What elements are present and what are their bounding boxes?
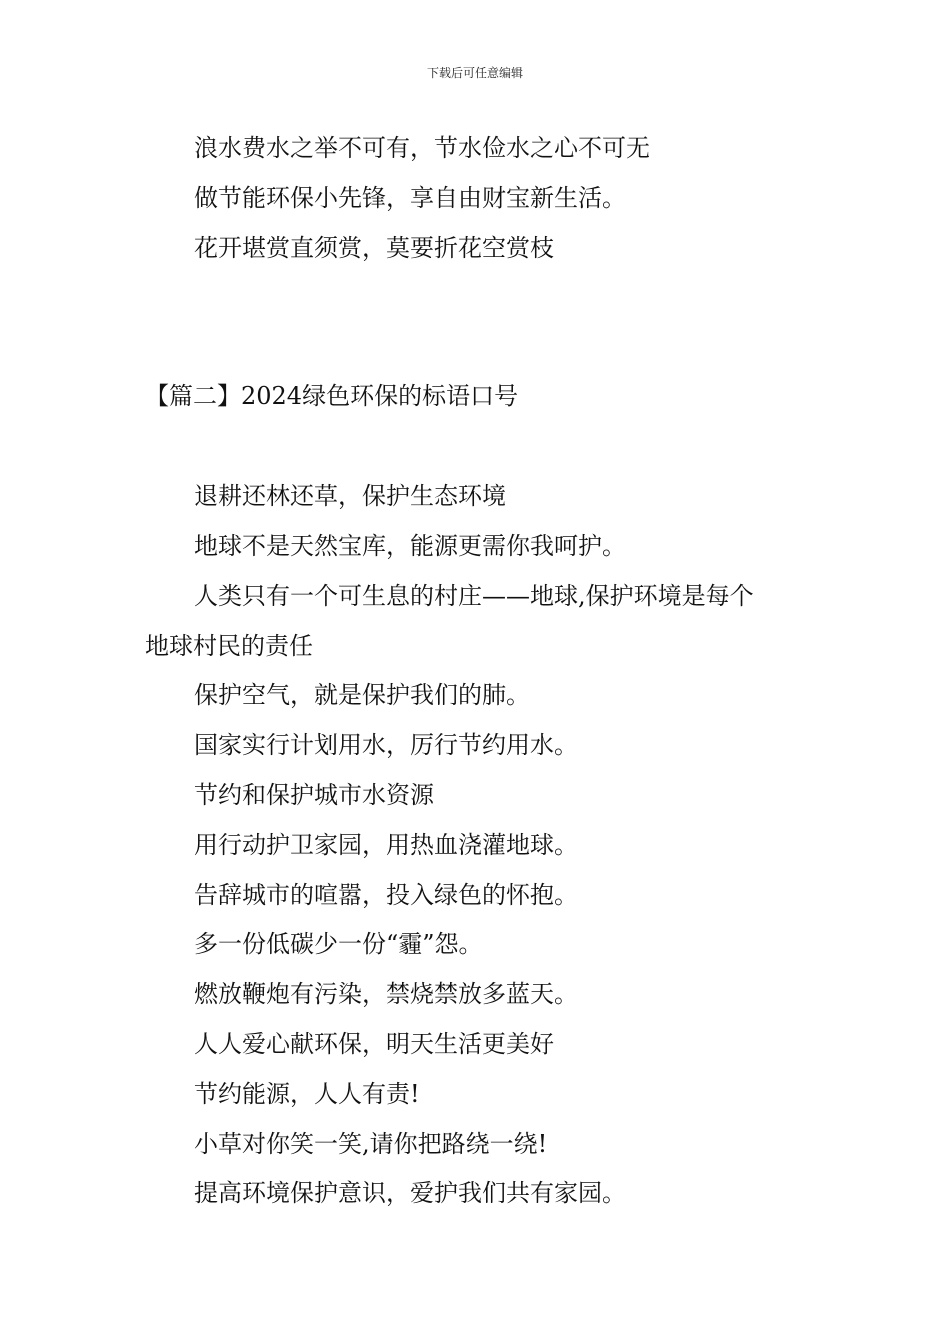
slogan-line: 小草对你笑一笑,请你把路绕一绕! xyxy=(194,1130,548,1158)
slogan-line: 人类只有一个可生息的村庄——地球,保护环境是每个 xyxy=(194,582,754,610)
slogan-line: 国家实行计划用水，厉行节约用水。 xyxy=(194,731,578,759)
slogan-line: 多一份低碳少一份“霾”怨。 xyxy=(194,930,483,958)
slogan-line: 节约能源，人人有责! xyxy=(194,1080,420,1108)
slogan-line: 提高环境保护意识，爱护我们共有家园。 xyxy=(194,1179,626,1207)
slogan-line: 节约和保护城市水资源 xyxy=(194,781,434,809)
slogan-line-continuation: 地球村民的责任 xyxy=(145,632,313,660)
slogan-line: 燃放鞭炮有污染，禁烧禁放多蓝天。 xyxy=(194,980,578,1008)
slogan-line: 地球不是天然宝库，能源更需你我呵护。 xyxy=(194,532,626,560)
page-header-note: 下载后可任意编辑 xyxy=(426,66,523,80)
slogan-line: 告辞城市的喧嚣，投入绿色的怀抱。 xyxy=(194,881,578,909)
slogan-line: 退耕还林还草，保护生态环境 xyxy=(194,482,506,510)
slogan-line: 保护空气，就是保护我们的肺。 xyxy=(194,681,530,709)
section-title: 【篇二】2024绿色环保的标语口号 xyxy=(145,382,519,410)
slogan-line: 用行动护卫家园，用热血浇灌地球。 xyxy=(194,831,578,859)
slogan-line: 花开堪赏直须赏，莫要折花空赏枝 xyxy=(194,234,554,262)
slogan-line: 人人爱心献环保，明天生活更美好 xyxy=(194,1030,554,1058)
slogan-line: 做节能环保小先锋，享自由财宝新生活。 xyxy=(194,184,626,212)
slogan-line: 浪水费水之举不可有，节水俭水之心不可无 xyxy=(194,134,650,162)
